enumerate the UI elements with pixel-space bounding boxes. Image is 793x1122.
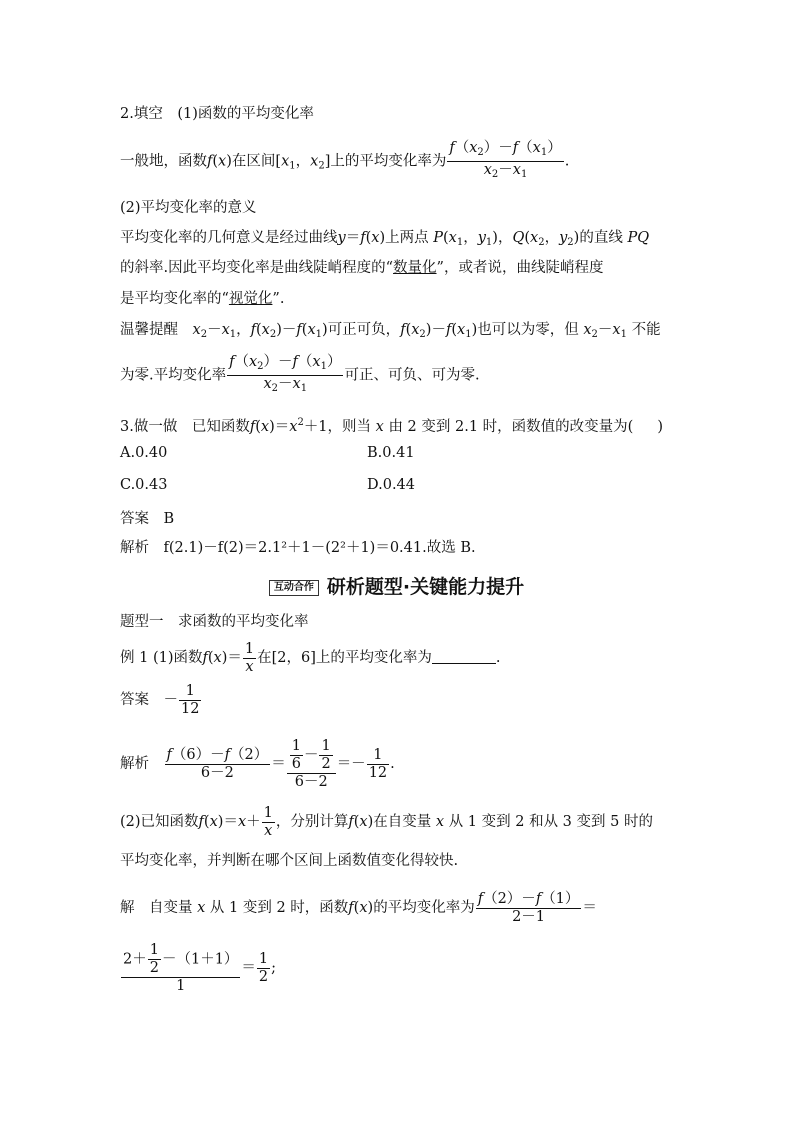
example-1-analysis: 解析 $\frac{f(6)-f(2)}{6-2}$ ＝ $\frac{1}{6}$ － $\frac{1}{2}$ 6－2 ＝－ $\frac{1}{12}$ . — [120, 737, 395, 790]
section-banner: 互动合作 研析题型·关键能力提升 — [0, 572, 793, 599]
term-visualization: 视觉化 — [228, 291, 273, 307]
example-1-answer: 答案 － $\frac{1}{12}$ — [120, 682, 200, 717]
definition-line: 一般地，函数f(x)在区间[$x_1$，$x_2$]上的平均变化率为 $\frac{f(x_2)-f(x_1)}{x_2-x_1}$ . — [120, 140, 569, 187]
practice-question: 3.做一做 已知函数$f(x)=x^2+1$，则当 x 由 2 变到 2.1 时，函数值的改变量为( ) — [120, 417, 664, 435]
section-2-heading: 2.填空 (1)函数的平均变化率 — [120, 106, 314, 122]
option-a: A.0.40 — [120, 445, 168, 461]
analysis-line: 解析 f(2.1)－f(2)＝2.1²＋1－(2²＋1)＝0.41.故选 B. — [120, 540, 476, 556]
reminder-line-1: 温馨提醒 $x_2-x_1$，$f(x_2)-f(x_1)$可正可负，$f(x_2)-f(x_1)$也可以为零，但 $x_2-x_1$ 不能 — [120, 322, 661, 340]
answer-line: 答案 B — [120, 511, 175, 527]
option-c: C.0.43 — [120, 477, 168, 493]
answer-blank — [432, 649, 496, 664]
option-b: B.0.41 — [367, 445, 415, 461]
example-2-line-1: (2)已知函数f(x)＝x＋ $\frac{1}{x}$ ，分别计算f(x)在自变量 x 从 1 变到 2 和从 3 变到 5 时的 — [120, 804, 653, 839]
solution-line-2: 2＋ $\frac{1}{2}$ －（1＋1） 1 ＝ $\frac{1}{2}$ ; — [123, 941, 277, 994]
option-d: D.0.44 — [367, 477, 416, 493]
term-quantification: 数量化 — [393, 260, 437, 276]
avg-rate-fraction: $\frac{f(x_2)-f(x_1)}{x_2-x_1}$ — [227, 354, 343, 397]
meaning-line-2: 的斜率.因此平均变化率是曲线陡峭程度的“数量化”，或者说，曲线陡峭程度 — [120, 260, 604, 276]
meaning-line-3: 是平均变化率的“视觉化”. — [120, 291, 285, 307]
type-1-heading: 题型一 求函数的平均变化率 — [120, 614, 309, 630]
example-1-line: 例 1 (1)函数f(x)＝ $\frac{1}{x}$ 在[2，6]上的平均变化率为 . — [120, 640, 501, 675]
example-2-line-2: 平均变化率，并判断在哪个区间上函数值变化得较快. — [120, 853, 459, 869]
reminder-line-2: 为零.平均变化率 $\frac{f(x_2)-f(x_1)}{x_2-x_1}$ 可正、可负、可为零. — [120, 354, 480, 397]
avg-rate-formula: $\frac{f(x_2)-f(x_1)}{x_2-x_1}$ — [447, 140, 563, 183]
solution-line-1: 解 自变量 x 从 1 变到 2 时，函数f(x)的平均变化率为 $\frac{f(2)-f(1)}{2-1}$ ＝ — [120, 890, 597, 925]
meaning-line-1: 平均变化率的几何意义是经过曲线y＝f(x)上两点 $P(x_1$，$y_1$)，$Q(x_2$，$y_2$)的直线 PQ — [120, 230, 650, 248]
interaction-badge: 互动合作 — [269, 580, 319, 596]
section-2-2-title: (2)平均变化率的意义 — [120, 200, 257, 216]
